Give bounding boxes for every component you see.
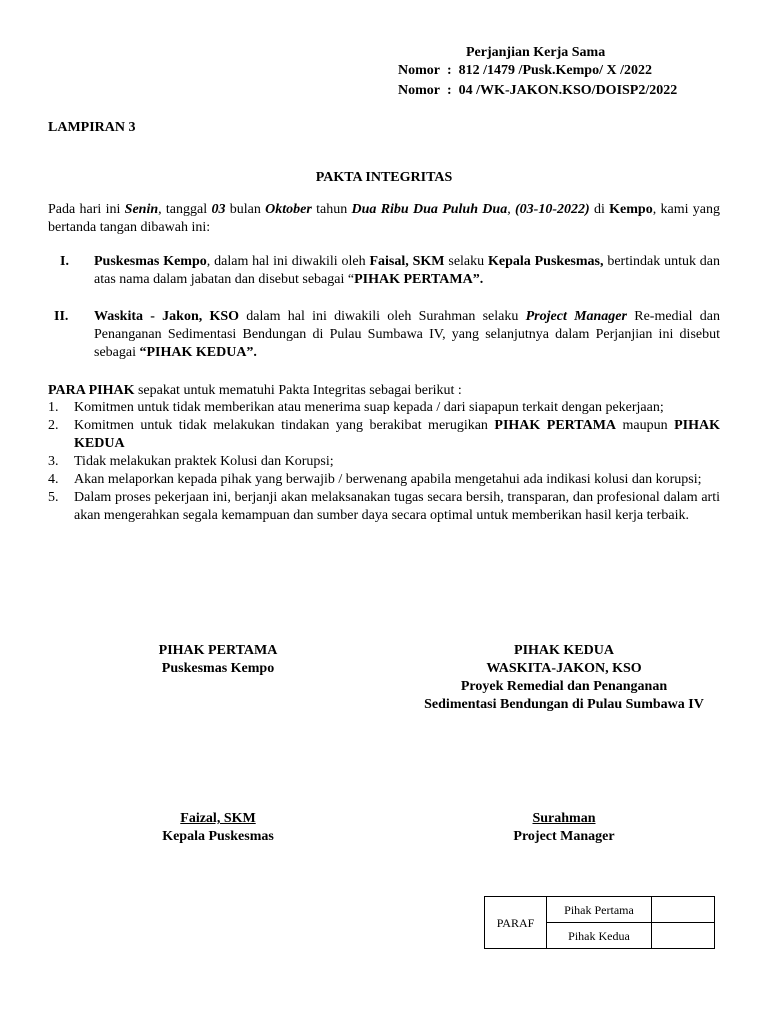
opening-year: Dua Ribu Dua Puluh Dua	[351, 202, 508, 217]
sign-right-title: PIHAK KEDUA	[514, 643, 614, 658]
party-2-text-part: dalam hal ini diwakili oleh Surahman selaku	[239, 309, 526, 324]
signatory-right-role: Project Manager	[513, 829, 615, 844]
opening-text: , tanggal	[158, 202, 212, 217]
list-number: 3.	[48, 454, 59, 469]
list-text-part: Komitmen untuk tidak melakukan tindakan yang berakibat merugikan	[74, 418, 495, 433]
sign-right-project-line-1: Proyek Remedial dan Penanganan	[460, 679, 668, 694]
party-2-designation: “PIHAK KEDUA”.	[139, 345, 257, 360]
opening-text: tahun	[311, 202, 352, 217]
opening-date-number: (03-10-2022)	[515, 202, 590, 217]
opening-paragraph	[48, 201, 720, 237]
list-text-bold: PIHAK PERTAMA	[494, 418, 617, 433]
nomor-colon: :	[447, 63, 452, 78]
signature-block-left	[118, 642, 318, 678]
signatory-left-role: Kepala Puskesmas	[162, 829, 274, 844]
party-1-rep: Faisal, SKM	[369, 254, 445, 269]
opening-text: Pada hari ini	[48, 202, 125, 217]
paraf-table	[484, 896, 715, 949]
list-number: 5.	[48, 490, 59, 505]
list-text	[74, 417, 720, 453]
opening-day: Senin	[124, 202, 159, 217]
list-text-bold: PIHAK KEDUA	[74, 418, 721, 451]
opening-date: 03	[211, 202, 226, 217]
document-title: PAKTA INTEGRITAS	[315, 170, 453, 185]
party-1-text-part: ”.	[472, 272, 484, 287]
list-item	[48, 489, 720, 525]
signatory-left-name: Faizal, SKM	[180, 811, 256, 826]
list-item	[48, 417, 720, 453]
signatory-left	[118, 810, 318, 846]
party-1	[48, 253, 720, 289]
signatory-right-name: Surahman	[532, 811, 596, 826]
list-item	[48, 399, 720, 417]
opening-text: , kami yang bertanda tangan dibawah ini:	[48, 202, 721, 235]
sign-left-org: Puskesmas Kempo	[161, 661, 275, 676]
party-1-text-part: selaku	[444, 254, 488, 269]
list-text: Komitmen untuk tidak memberikan atau menerima suap kepada / dari siapapun terkait dengan pekerjaan;	[74, 400, 664, 415]
nomor-label: Nomor	[398, 83, 440, 98]
list-number: 4.	[48, 472, 59, 487]
nomor-line-2	[398, 82, 677, 100]
party-1-org: Puskesmas Kempo	[94, 254, 207, 269]
para-pihak-label: PARA PIHAK	[48, 383, 135, 398]
party-2-org: Waskita - Jakon, KSO	[94, 309, 240, 324]
party-1-text	[94, 253, 720, 289]
nomor-value-1: 812 /1479 /Pusk.Kempo/ X /2022	[458, 63, 652, 78]
list-item	[48, 471, 720, 489]
opening-text: di	[589, 202, 610, 217]
opening-text: bulan	[225, 202, 266, 217]
agreement-heading: Perjanjian Kerja Sama	[466, 45, 606, 60]
party-2-text	[94, 308, 720, 362]
list-text-part: maupun	[616, 418, 675, 433]
signatory-right	[464, 810, 664, 846]
agreement-intro-text: sepakat untuk mematuhi Pakta Integritas sebagai berikut :	[134, 383, 462, 398]
opening-month: Oktober	[265, 202, 312, 217]
nomor-value-2: 04 /WK-JAKON.KSO/DOISP2/2022	[458, 83, 678, 98]
list-number: 1.	[48, 400, 59, 415]
opening-text: ,	[507, 202, 515, 217]
party-2	[48, 308, 720, 362]
nomor-label: Nomor	[398, 63, 440, 78]
party-2-text-part: Re-medial dan Penanganan Sedimentasi Bendungan di Pulau Sumbawa IV, yang selanjutnya dalam Perjanjian ini disebut sebagai	[94, 309, 720, 360]
agreement-intro	[48, 382, 720, 400]
party-1-designation: PIHAK PERTAMA	[354, 272, 473, 287]
paraf-box-pihak-kedua	[652, 923, 715, 949]
paraf-row-pihak-pertama: Pihak Pertama	[547, 897, 652, 923]
list-item	[48, 453, 720, 471]
list-text: Akan melaporkan kepada pihak yang berwajib / berwenang apabila mengetahui ada indikasi kolusi dan korupsi;	[74, 472, 702, 487]
sign-right-org: WASKITA-JAKON, KSO	[486, 661, 642, 676]
signature-block-right	[384, 642, 744, 714]
paraf-row-pihak-kedua: Pihak Kedua	[547, 923, 652, 949]
nomor-colon: :	[447, 83, 452, 98]
list-number: 2.	[48, 418, 59, 433]
party-1-text-part: bertindak untuk dan atas nama dalam jabatan dan disebut sebagai “	[94, 254, 721, 287]
paraf-label: PARAF	[485, 897, 547, 949]
paraf-box-pihak-pertama	[652, 897, 715, 923]
party-2-number: II.	[54, 309, 69, 324]
sign-right-project-line-2: Sedimentasi Bendungan di Pulau Sumbawa IV	[424, 697, 704, 712]
list-text: Tidak melakukan praktek Kolusi dan Korupsi;	[74, 454, 334, 469]
sign-left-title: PIHAK PERTAMA	[158, 643, 278, 658]
party-1-number: I.	[60, 254, 69, 269]
lampiran-label: LAMPIRAN 3	[48, 120, 136, 135]
nomor-line-1	[398, 62, 652, 80]
party-1-role: Kepala Puskesmas,	[488, 254, 604, 269]
party-1-text-part: , dalam hal ini diwakili oleh	[206, 254, 370, 269]
party-2-role: Project Manager	[525, 309, 627, 324]
list-text: Dalam proses pekerjaan ini, berjanji akan melaksanakan tugas secara bersih, transparan, dan profesional dalam arti akan mengerahkan segala kemampuan dan sumber daya secara optimal untuk memberikan hasil kerja terbaik.	[74, 490, 720, 523]
opening-place: Kempo	[609, 202, 653, 217]
commitment-list	[48, 399, 720, 525]
